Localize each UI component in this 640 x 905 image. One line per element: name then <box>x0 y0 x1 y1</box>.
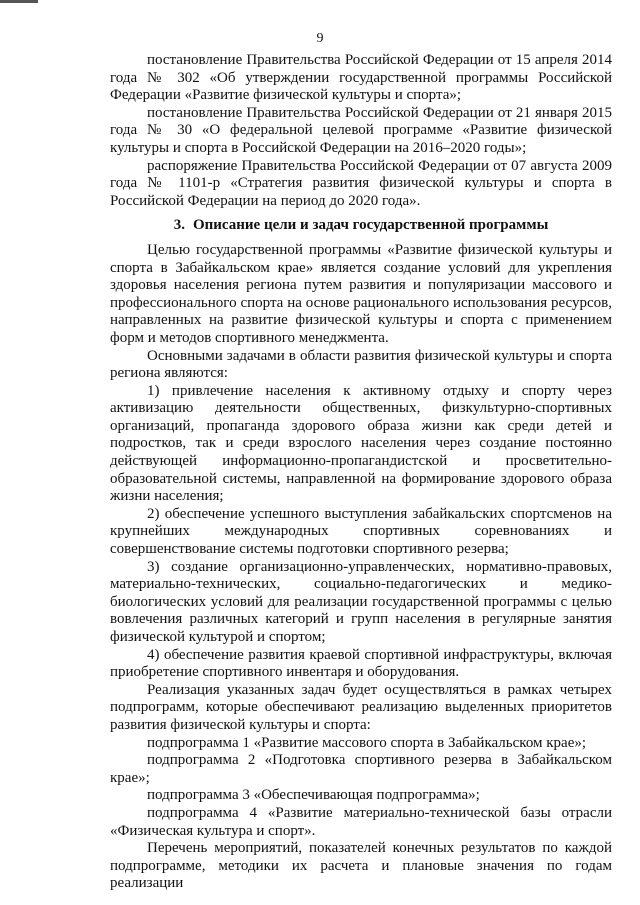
task-item: 2) обеспечение успешного выступления забайкальских спортсменов на крупнейших международных спортивных соревнованиях и совершенствование системы подготовки спортивного резерва; <box>110 505 612 558</box>
task-item: 3) создание организационно-управленческих, нормативно-правовых, материально-технических, социально-педагогических и медико-биологических условий для реализации государственной программы с целью вовлечения различных категорий и групп населения в регулярные занятия физической культурой и спортом; <box>110 558 612 645</box>
section-title: Описание цели и задач государственной программы <box>192 217 549 234</box>
task-item: 4) обеспечение развития краевой спортивной инфраструктуры, включая приобретение спортивного инвентаря и оборудования. <box>110 646 612 681</box>
document-body <box>110 52 612 893</box>
task-item: 1) привлечение населения к активному отдыху и спорту через активизацию деятельности общественных, физкультурно-спортивных организаций, пропаганда здорового образа жизни как среди детей и подростков, так и среди взрослого населения через создание постоянно действующей информационно-пропагандистской и просветительно-образовательной системы, направленной на формирование здорового образа жизни населения; <box>110 382 612 505</box>
section-number: 3. <box>173 217 185 234</box>
scan-corner-mark <box>0 0 38 3</box>
subprogram-item: подпрограмма 3 «Обеспечивающая подпрограмма»; <box>147 787 480 804</box>
subprogram-item: подпрограмма 1 «Развитие массового спорта в Забайкальском крае»; <box>147 734 587 751</box>
page-number: 9 <box>316 31 324 46</box>
closing-paragraph: Перечень мероприятий, показателей конечных результатов по каждой подпрограмме, методики их расчета и плановые значения по годам реализации <box>110 840 612 892</box>
tasks-intro-paragraph: Основными задачами в области развития физической культуры и спорта региона являются: <box>110 347 612 382</box>
reference-paragraph: распоряжение Правительства Российской Федерации от 07 августа 2009 года № 1101-р «Стратегия развития физической культуры и спорта в Российской Федерации на период до 2020 года». <box>110 157 612 209</box>
section-heading <box>110 217 612 235</box>
reference-paragraph: постановление Правительства Российской Федерации от 15 апреля 2014 года № 302 «Об утверждении государственной программы Российской Федерации «Развитие физической культуры и спорта»; <box>110 52 612 104</box>
goal-paragraph: Целью государственной программы «Развитие физической культуры и спорта в Забайкальском крае» является создание условий для укрепления здоровья населения региона путем развития и популяризации массового и профессионального спорта на основе рационального использования ресурсов, направленных на развитие физической культуры и спорта с применением форм и методов спортивного менеджмента. <box>110 241 612 346</box>
reference-paragraph: постановление Правительства Российской Федерации от 21 января 2015 года № 30 «О федеральной целевой программе «Развитие физической культуры и спорта в Российской Федерации на 2016–2020 годы»; <box>110 104 612 156</box>
subprogram-item: подпрограмма 4 «Развитие материально-технической базы отрасли «Физическая культура и спорт». <box>110 804 612 839</box>
subprogram-item: подпрограмма 2 «Подготовка спортивного резерва в Забайкальском крае»; <box>110 752 612 786</box>
subprograms-intro-paragraph: Реализация указанных задач будет осуществляться в рамках четырех подпрограмм, которые обеспечивают реализацию выделенных приоритетов развития физической культуры и спорта: <box>110 681 612 733</box>
